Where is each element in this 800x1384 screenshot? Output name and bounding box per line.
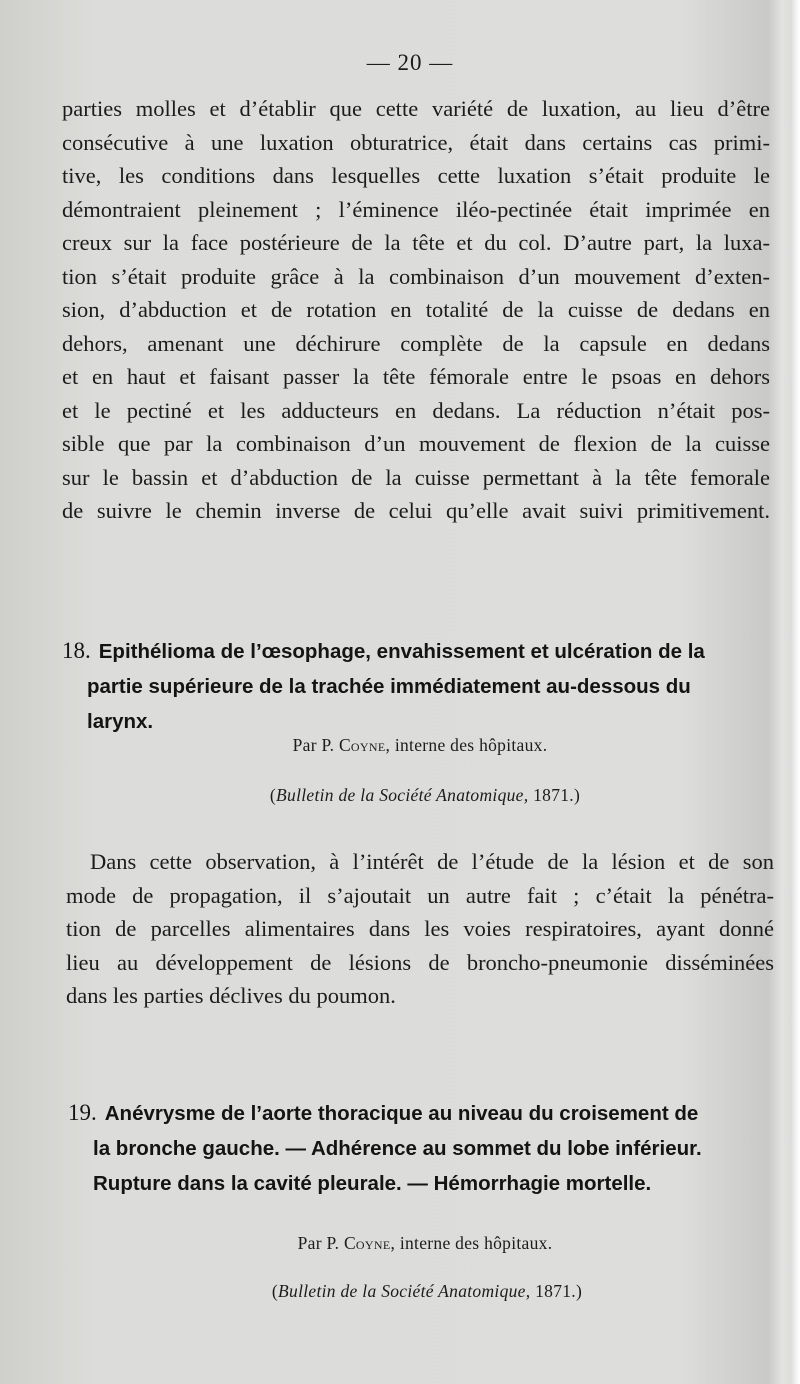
text-line: sible que par la combinaison d’un mouvement de flexion de la cuisse [62,431,770,456]
text-line: Dans cette observation, à l’intérêt de l’étude de la lésion et de son [90,849,774,874]
section-18-heading [62,633,774,739]
heading-line [62,633,774,669]
byline-author: Coyne [343,1233,391,1253]
source-open: ( [271,1281,279,1301]
byline-suffix: , interne des hôpitaux. [385,735,548,755]
text-line: de suivre le chemin inverse de celui qu’elle avait suivi primitivement. [62,498,770,523]
text-line: démontraient pleinement ; l’éminence iléo-pectinée était imprimée en [62,196,770,222]
text-line: creux sur la face postérieure de la tête et du col. D’autre part, la luxa- [62,230,770,255]
page-edge-shadow [782,0,800,1384]
section-18-source [25,785,800,806]
paragraph-2 [66,845,774,1013]
heading-line: partie supérieure de la trachée immédiatement au-dessous du [87,675,691,698]
byline-prefix: Par P. [292,735,335,755]
section-number: 19. [68,1100,97,1125]
text-line: mode de propagation, il s’ajoutait un autre fait ; c’était la pénétra- [66,882,774,908]
text-line: et en haut et faisant passer la tête fémorale entre le psoas en dehors [62,364,770,389]
source-title: Bulletin de la Société Anatomique, [278,1281,531,1301]
text-line: tion s’était produite grâce à la combinaison d’un mouvement d’exten- [62,263,770,289]
source-open: ( [269,785,277,805]
section-19-byline [25,1233,800,1254]
text-line: lieu au développement de lésions de broncho-pneumonie disséminées [66,949,774,975]
heading-text: Epithélioma de l’œsophage, envahissement et ulcération de la [98,640,705,663]
heading-line: la bronche gauche. — Adhérence au sommet du lobe inférieur. [93,1137,702,1160]
text-line: sur le bassin et d’abduction de la cuisse permettant à la tête femorale [62,464,770,490]
paragraph-1 [62,92,770,528]
text-line: dans les parties déclives du poumon. [66,983,396,1008]
heading-text: Anévrysme de l’aorte thoracique au niveau du croisement de [104,1102,699,1125]
page-number: — 20 — [366,50,454,75]
text-line: sion, d’abduction et de rotation en totalité de la cuisse de dedans en [62,297,770,322]
source-title: Bulletin de la Société Anatomique, [276,785,529,805]
text-line: consécutive à une luxation obturatrice, était dans certains cas primi- [62,129,770,155]
text-line: et le pectiné et les adducteurs en dedans. La réduction n’était pos- [62,397,770,423]
text-line: tive, les conditions dans lesquelles cette luxation s’était produite le [62,163,770,188]
text-line: tion de parcelles alimentaires dans les voies respiratoires, ayant donné [66,916,774,941]
text-line: dehors, amenant une déchirure complète de la capsule en dedans [62,330,770,356]
byline-suffix: , interne des hôpitaux. [390,1233,553,1253]
text-line: parties molles et d’établir que cette variété de luxation, au lieu d’être [62,96,770,121]
byline-prefix: Par P. [297,1233,340,1253]
byline-author: Coyne [338,735,386,755]
section-19-heading [68,1095,780,1201]
heading-line [68,1095,780,1131]
source-year: 1871.) [530,1281,583,1301]
section-19-source [27,1281,800,1302]
section-number: 18. [62,638,91,663]
source-year: 1871.) [528,785,581,805]
heading-line: larynx. [87,710,154,733]
section-18-byline [20,735,800,756]
heading-line: Rupture dans la cavité pleurale. — Hémorrhagie mortelle. [93,1172,652,1195]
